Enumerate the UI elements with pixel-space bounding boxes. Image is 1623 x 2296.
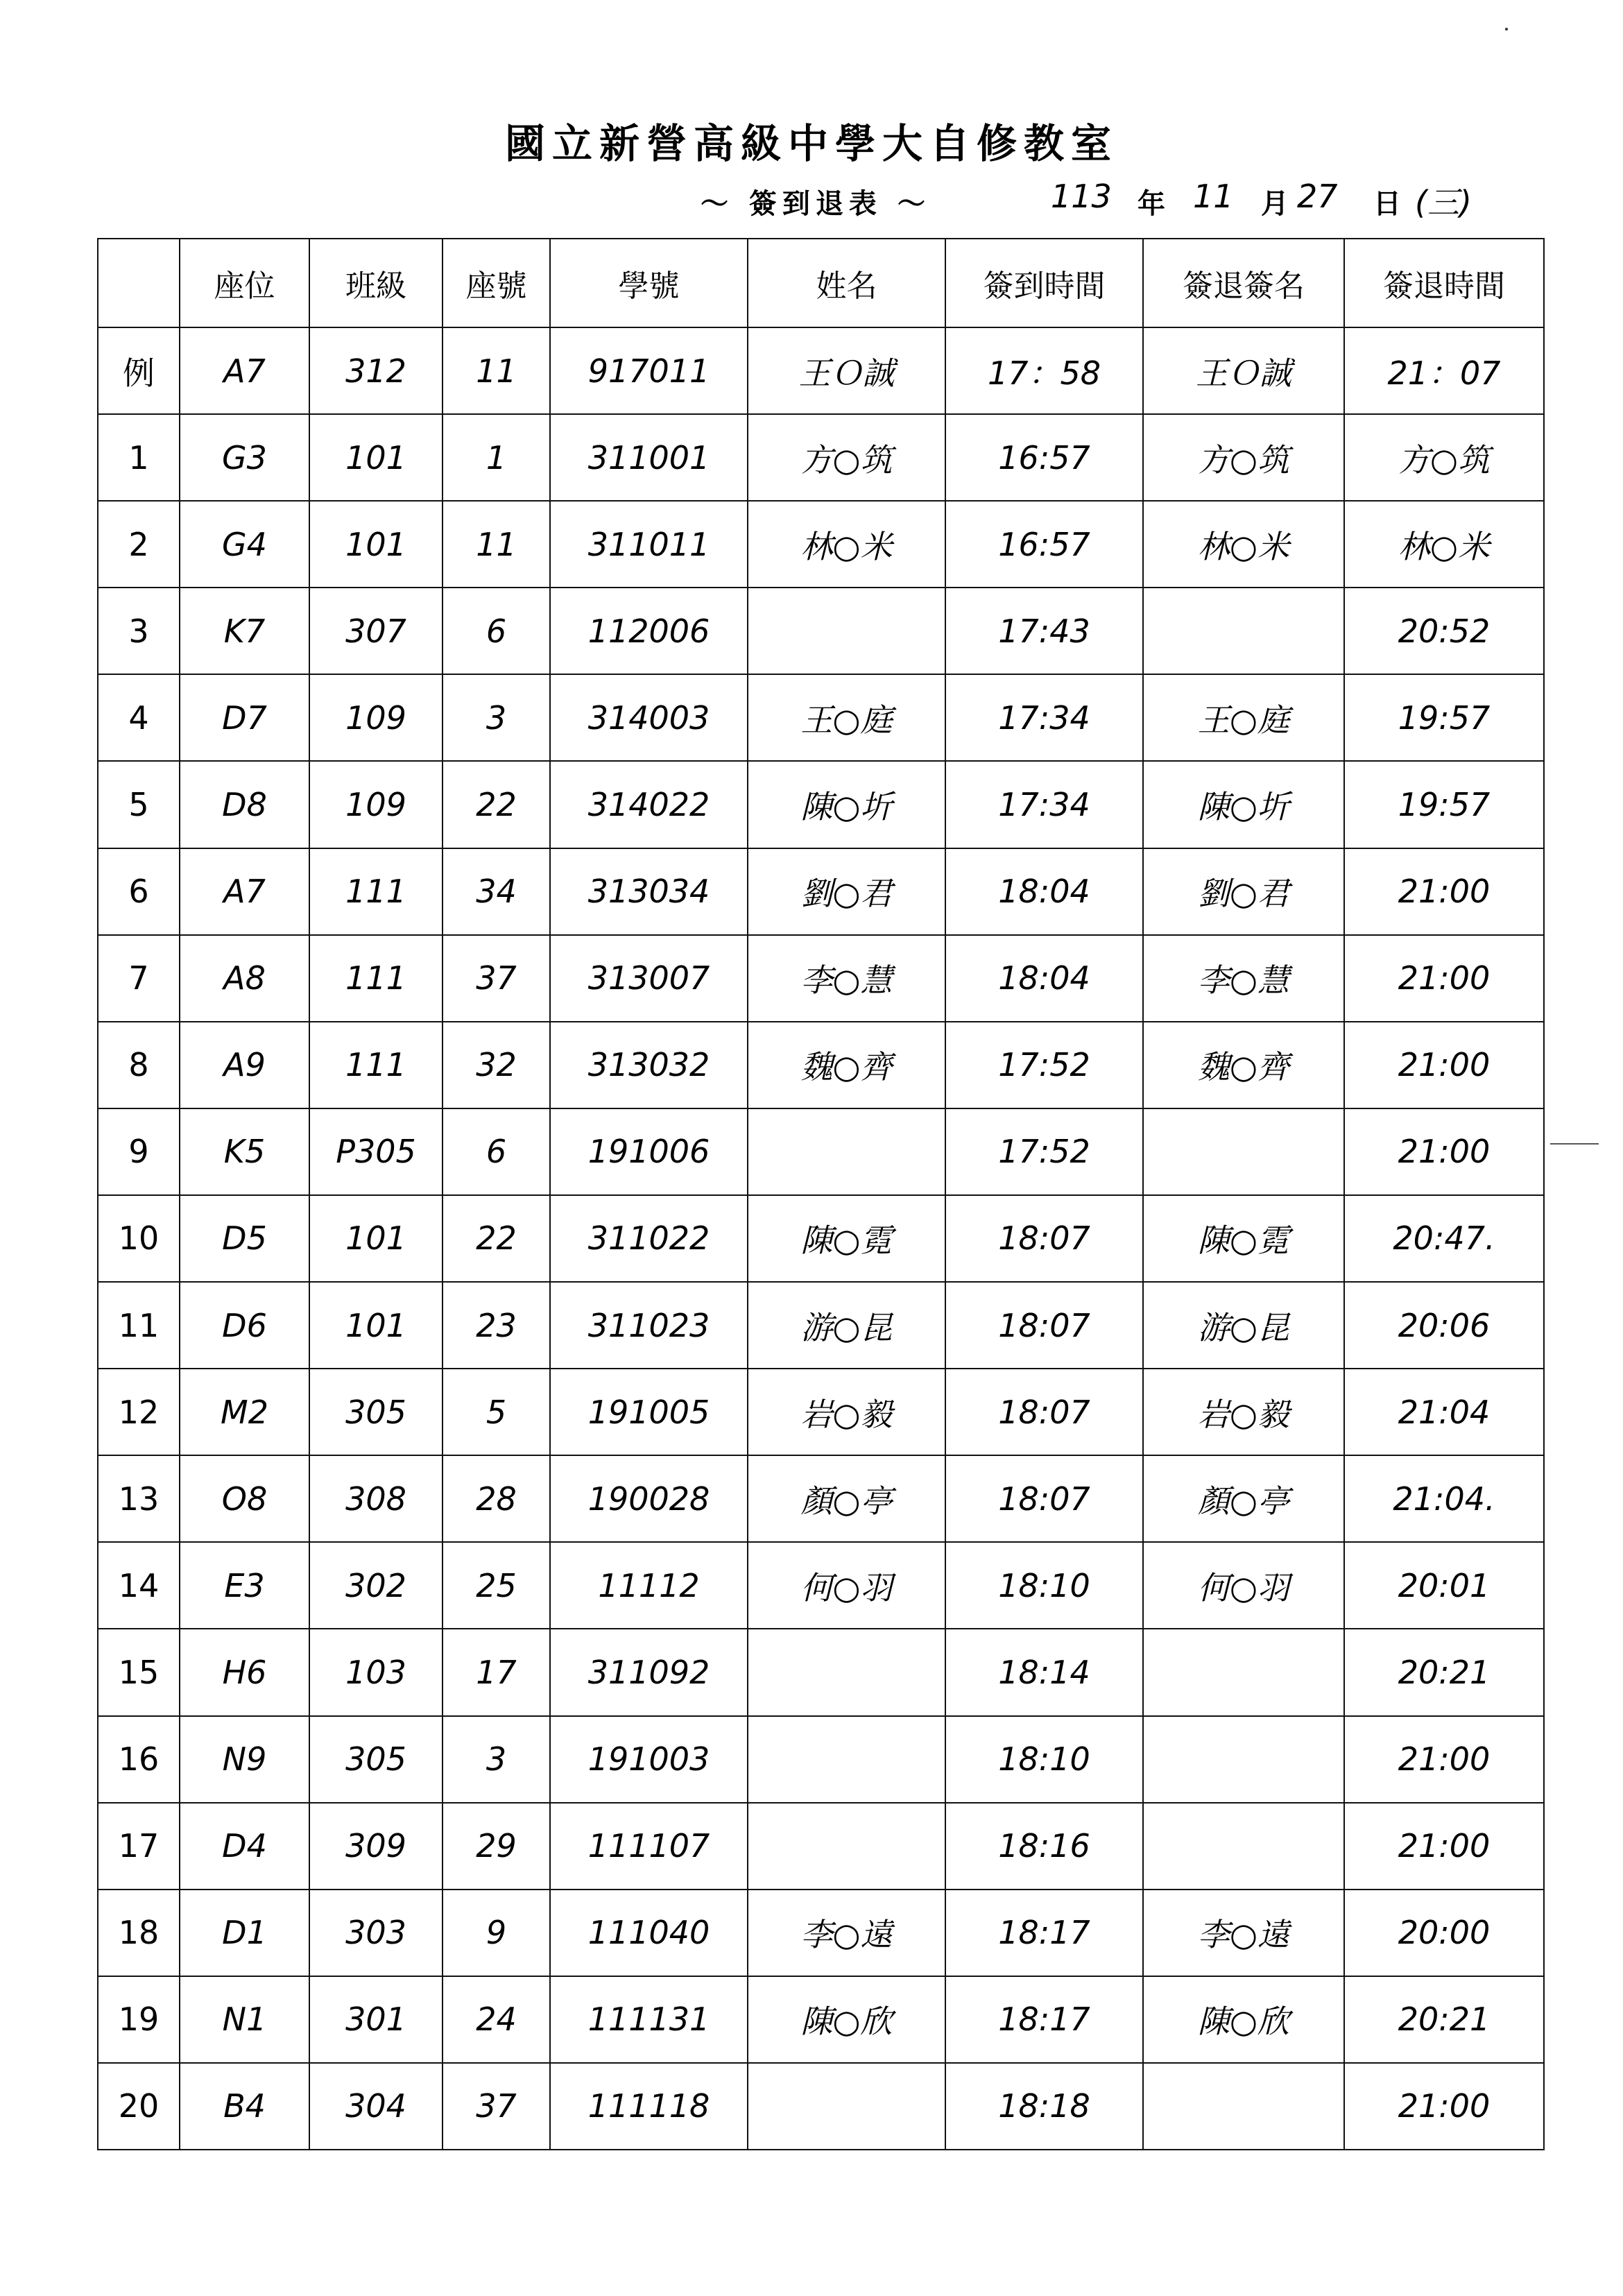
seat-number-cell: 29 xyxy=(443,1803,550,1890)
seat-number-cell: 32 xyxy=(443,1022,550,1108)
sign-in-time-cell: 17:52 xyxy=(945,1022,1143,1108)
name-cell: 李○遠 xyxy=(748,1890,945,1976)
name-cell: 何○羽 xyxy=(748,1542,945,1629)
sign-out-time-cell: 20:01 xyxy=(1344,1542,1544,1629)
sign-out-signature-cell: 陳○欣 xyxy=(1143,1976,1344,2063)
student-id-cell: 111131 xyxy=(550,1976,748,2063)
table-row xyxy=(98,588,1544,674)
class-cell: 302 xyxy=(309,1542,443,1629)
seat-cell: D1 xyxy=(180,1890,309,1976)
table-row xyxy=(98,848,1544,935)
date-weekday: (三) xyxy=(1415,184,1472,221)
table-row xyxy=(98,1976,1544,2063)
sign-out-signature-cell: 陳○圻 xyxy=(1143,761,1344,848)
header-seat-number: 座號 xyxy=(443,239,550,327)
seat-cell: A9 xyxy=(180,1022,309,1108)
row-number-cell: 15 xyxy=(98,1629,180,1715)
name-cell xyxy=(748,1803,945,1890)
example-seat: A7 xyxy=(180,327,309,414)
seat-cell: N9 xyxy=(180,1716,309,1803)
sign-out-signature-cell: 李○遠 xyxy=(1143,1890,1344,1976)
seat-cell: A8 xyxy=(180,935,309,1022)
example-name: 王Ｏ誠 xyxy=(748,327,945,414)
seat-number-cell: 6 xyxy=(443,588,550,674)
seat-number-cell: 9 xyxy=(443,1890,550,1976)
seat-cell: D7 xyxy=(180,674,309,761)
sign-out-signature-cell: 游○昆 xyxy=(1143,1282,1344,1369)
sign-out-signature-cell xyxy=(1143,1716,1344,1803)
date-day: 27 xyxy=(1297,178,1338,215)
table-row xyxy=(98,935,1544,1022)
seat-number-cell: 6 xyxy=(443,1108,550,1195)
seat-number-cell: 17 xyxy=(443,1629,550,1715)
sign-out-signature-cell: 李○慧 xyxy=(1143,935,1344,1022)
example-seat-number: 11 xyxy=(443,327,550,414)
student-id-cell: 311092 xyxy=(550,1629,748,1715)
seat-cell: K5 xyxy=(180,1108,309,1195)
sign-out-time-cell: 20:52 xyxy=(1344,588,1544,674)
sign-out-signature-cell: 岩○毅 xyxy=(1143,1369,1344,1455)
sign-in-time-cell: 18:18 xyxy=(945,2063,1143,2150)
sign-out-signature-cell xyxy=(1143,1108,1344,1195)
table-row xyxy=(98,1369,1544,1455)
header-sign-out-time: 簽退時間 xyxy=(1344,239,1544,327)
class-cell: 103 xyxy=(309,1629,443,1715)
date-month-label: 月 xyxy=(1261,187,1289,220)
seat-cell: B4 xyxy=(180,2063,309,2150)
row-number-cell: 9 xyxy=(98,1108,180,1195)
table-row xyxy=(98,1542,1544,1629)
student-id-cell: 111118 xyxy=(550,2063,748,2150)
row-number-cell: 3 xyxy=(98,588,180,674)
table-row xyxy=(98,1022,1544,1108)
sign-in-time-cell: 16:57 xyxy=(945,501,1143,588)
row-number-cell: 2 xyxy=(98,501,180,588)
sign-in-time-cell: 18:07 xyxy=(945,1455,1143,1542)
seat-number-cell: 22 xyxy=(443,1195,550,1282)
sign-out-time-cell: 21:04 xyxy=(1344,1369,1544,1455)
class-cell: 307 xyxy=(309,588,443,674)
table-row xyxy=(98,414,1544,501)
seat-number-cell: 1 xyxy=(443,414,550,501)
table-row xyxy=(98,1890,1544,1976)
row-number-cell: 6 xyxy=(98,848,180,935)
table-row xyxy=(98,1282,1544,1369)
seat-cell: D8 xyxy=(180,761,309,848)
sign-out-time-cell: 21:00 xyxy=(1344,848,1544,935)
name-cell: 陳○圻 xyxy=(748,761,945,848)
sign-out-time-cell: 21:00 xyxy=(1344,1716,1544,1803)
table-row xyxy=(98,1716,1544,1803)
sign-out-signature-cell xyxy=(1143,1629,1344,1715)
class-cell: 111 xyxy=(309,1022,443,1108)
sign-in-time-cell: 18:17 xyxy=(945,1890,1143,1976)
student-id-cell: 11112 xyxy=(550,1542,748,1629)
seat-cell: K7 xyxy=(180,588,309,674)
table-row xyxy=(98,1455,1544,1542)
student-id-cell: 191005 xyxy=(550,1369,748,1455)
seat-number-cell: 34 xyxy=(443,848,550,935)
sign-out-time-cell: 19:57 xyxy=(1344,761,1544,848)
sign-out-signature-cell xyxy=(1143,1803,1344,1890)
class-cell: 305 xyxy=(309,1716,443,1803)
seat-cell: O8 xyxy=(180,1455,309,1542)
student-id-cell: 190028 xyxy=(550,1455,748,1542)
row-number-cell: 13 xyxy=(98,1455,180,1542)
sign-out-time-cell: 21:04. xyxy=(1344,1455,1544,1542)
seat-number-cell: 3 xyxy=(443,674,550,761)
sign-out-time-cell: 20:00 xyxy=(1344,1890,1544,1976)
seat-cell: D4 xyxy=(180,1803,309,1890)
seat-cell: E3 xyxy=(180,1542,309,1629)
name-cell: 李○慧 xyxy=(748,935,945,1022)
header-name: 姓名 xyxy=(748,239,945,327)
header-student-id: 學號 xyxy=(550,239,748,327)
row-number-cell: 14 xyxy=(98,1542,180,1629)
seat-cell: A7 xyxy=(180,848,309,935)
seat-cell: D6 xyxy=(180,1282,309,1369)
sign-in-time-cell: 18:07 xyxy=(945,1369,1143,1455)
name-cell xyxy=(748,588,945,674)
sign-out-signature-cell: 顏○亭 xyxy=(1143,1455,1344,1542)
sign-out-time-cell: 21:00 xyxy=(1344,1803,1544,1890)
name-cell xyxy=(748,1716,945,1803)
name-cell: 方○筑 xyxy=(748,414,945,501)
sign-out-signature-cell: 陳○霓 xyxy=(1143,1195,1344,1282)
table-row xyxy=(98,1803,1544,1890)
table-row xyxy=(98,1108,1544,1195)
name-cell xyxy=(748,2063,945,2150)
row-number-cell: 7 xyxy=(98,935,180,1022)
seat-number-cell: 37 xyxy=(443,935,550,1022)
student-id-cell: 191003 xyxy=(550,1716,748,1803)
scan-dot xyxy=(1505,28,1508,31)
header-seat: 座位 xyxy=(180,239,309,327)
seat-cell: M2 xyxy=(180,1369,309,1455)
header-sign-in-time: 簽到時間 xyxy=(945,239,1143,327)
row-number-cell: 19 xyxy=(98,1976,180,2063)
example-row xyxy=(98,327,1544,414)
class-cell: 111 xyxy=(309,848,443,935)
sign-out-signature-cell xyxy=(1143,588,1344,674)
header-row xyxy=(98,239,1544,327)
row-number-cell: 1 xyxy=(98,414,180,501)
sign-out-signature-cell: 魏○齊 xyxy=(1143,1022,1344,1108)
date-year: 113 xyxy=(1051,178,1112,215)
seat-cell: H6 xyxy=(180,1629,309,1715)
sign-in-time-cell: 18:04 xyxy=(945,935,1143,1022)
sign-in-time-cell: 18:17 xyxy=(945,1976,1143,2063)
sign-in-time-cell: 18:14 xyxy=(945,1629,1143,1715)
sign-out-signature-cell xyxy=(1143,2063,1344,2150)
sign-in-time-cell: 18:10 xyxy=(945,1542,1143,1629)
table-row xyxy=(98,1195,1544,1282)
class-cell: 101 xyxy=(309,1282,443,1369)
date-year-label: 年 xyxy=(1137,187,1165,220)
sign-out-signature-cell: 王○庭 xyxy=(1143,674,1344,761)
sign-in-table xyxy=(97,238,1545,2150)
sign-out-time-cell: 19:57 xyxy=(1344,674,1544,761)
sign-out-signature-cell: 何○羽 xyxy=(1143,1542,1344,1629)
name-cell: 游○昆 xyxy=(748,1282,945,1369)
class-cell: 309 xyxy=(309,1803,443,1890)
sign-in-time-cell: 16:57 xyxy=(945,414,1143,501)
sign-in-time-cell: 17:34 xyxy=(945,674,1143,761)
sign-in-time-cell: 17:43 xyxy=(945,588,1143,674)
student-id-cell: 314003 xyxy=(550,674,748,761)
seat-number-cell: 25 xyxy=(443,1542,550,1629)
table-row xyxy=(98,1629,1544,1715)
sign-in-time-cell: 18:16 xyxy=(945,1803,1143,1890)
seat-number-cell: 23 xyxy=(443,1282,550,1369)
student-id-cell: 314022 xyxy=(550,761,748,848)
class-cell: 303 xyxy=(309,1890,443,1976)
seat-number-cell: 28 xyxy=(443,1455,550,1542)
student-id-cell: 311023 xyxy=(550,1282,748,1369)
class-cell: 111 xyxy=(309,935,443,1022)
margin-pen-mark xyxy=(1550,1143,1599,1145)
header-class: 班級 xyxy=(309,239,443,327)
student-id-cell: 313034 xyxy=(550,848,748,935)
example-sign-out-signature: 王Ｏ誠 xyxy=(1143,327,1344,414)
row-number-cell: 16 xyxy=(98,1716,180,1803)
class-cell: 101 xyxy=(309,501,443,588)
student-id-cell: 111040 xyxy=(550,1890,748,1976)
name-cell: 顏○亭 xyxy=(748,1455,945,1542)
name-cell xyxy=(748,1629,945,1715)
name-cell: 陳○欣 xyxy=(748,1976,945,2063)
seat-number-cell: 11 xyxy=(443,501,550,588)
row-number-cell: 10 xyxy=(98,1195,180,1282)
seat-number-cell: 24 xyxy=(443,1976,550,2063)
row-number-cell: 4 xyxy=(98,674,180,761)
seat-number-cell: 3 xyxy=(443,1716,550,1803)
date-month: 11 xyxy=(1193,178,1234,215)
student-id-cell: 111107 xyxy=(550,1803,748,1890)
name-cell: 岩○毅 xyxy=(748,1369,945,1455)
student-id-cell: 311011 xyxy=(550,501,748,588)
student-id-cell: 313007 xyxy=(550,935,748,1022)
sign-in-time-cell: 17:34 xyxy=(945,761,1143,848)
example-class: 312 xyxy=(309,327,443,414)
sign-out-time-cell: 21:00 xyxy=(1344,1108,1544,1195)
name-cell: 劉○君 xyxy=(748,848,945,935)
seat-cell: N1 xyxy=(180,1976,309,2063)
example-sign-out-time: 21：07 xyxy=(1344,327,1544,414)
form-subtitle: ～ 簽到退表 ～ xyxy=(701,187,931,220)
date-day-label: 日 xyxy=(1373,187,1401,220)
student-id-cell: 311022 xyxy=(550,1195,748,1282)
name-cell xyxy=(748,1108,945,1195)
row-number-cell: 12 xyxy=(98,1369,180,1455)
sign-out-time-cell: 21:00 xyxy=(1344,935,1544,1022)
sign-in-time-cell: 18:10 xyxy=(945,1716,1143,1803)
table-row xyxy=(98,761,1544,848)
table-row xyxy=(98,501,1544,588)
sign-in-time-cell: 18:07 xyxy=(945,1282,1143,1369)
class-cell: 305 xyxy=(309,1369,443,1455)
class-cell: P305 xyxy=(309,1108,443,1195)
sign-out-time-cell: 20:21 xyxy=(1344,1629,1544,1715)
row-number-cell: 8 xyxy=(98,1022,180,1108)
example-student-id: 917011 xyxy=(550,327,748,414)
example-label: 例 xyxy=(98,327,180,414)
example-sign-in-time: 17：58 xyxy=(945,327,1143,414)
student-id-cell: 191006 xyxy=(550,1108,748,1195)
document-title: 國立新營高級中學大自修教室 xyxy=(504,120,1118,167)
sign-out-time-cell: 21:00 xyxy=(1344,2063,1544,2150)
table-row xyxy=(98,2063,1544,2150)
sign-in-time-cell: 18:07 xyxy=(945,1195,1143,1282)
sign-out-signature-cell: 方○筑 xyxy=(1143,414,1344,501)
class-cell: 101 xyxy=(309,414,443,501)
student-id-cell: 313032 xyxy=(550,1022,748,1108)
table-row xyxy=(98,674,1544,761)
student-id-cell: 112006 xyxy=(550,588,748,674)
row-number-cell: 17 xyxy=(98,1803,180,1890)
sign-out-signature-cell: 林○米 xyxy=(1143,501,1344,588)
class-cell: 304 xyxy=(309,2063,443,2150)
row-number-cell: 18 xyxy=(98,1890,180,1976)
seat-cell: D5 xyxy=(180,1195,309,1282)
row-number-cell: 11 xyxy=(98,1282,180,1369)
student-id-cell: 311001 xyxy=(550,414,748,501)
sign-out-signature-cell: 劉○君 xyxy=(1143,848,1344,935)
seat-number-cell: 22 xyxy=(443,761,550,848)
seat-cell: G3 xyxy=(180,414,309,501)
seat-cell: G4 xyxy=(180,501,309,588)
sign-out-time-cell: 21:00 xyxy=(1344,1022,1544,1108)
sign-out-time-cell: 方○筑 xyxy=(1344,414,1544,501)
seat-number-cell: 5 xyxy=(443,1369,550,1455)
row-number-cell: 5 xyxy=(98,761,180,848)
header-index xyxy=(98,239,180,327)
class-cell: 109 xyxy=(309,674,443,761)
sign-out-time-cell: 林○米 xyxy=(1344,501,1544,588)
sign-out-time-cell: 20:47. xyxy=(1344,1195,1544,1282)
seat-number-cell: 37 xyxy=(443,2063,550,2150)
sign-in-time-cell: 17:52 xyxy=(945,1108,1143,1195)
class-cell: 308 xyxy=(309,1455,443,1542)
sign-in-time-cell: 18:04 xyxy=(945,848,1143,935)
row-number-cell: 20 xyxy=(98,2063,180,2150)
sign-out-time-cell: 20:21 xyxy=(1344,1976,1544,2063)
name-cell: 林○米 xyxy=(748,501,945,588)
date-line xyxy=(0,178,1623,230)
name-cell: 陳○霓 xyxy=(748,1195,945,1282)
name-cell: 魏○齊 xyxy=(748,1022,945,1108)
sign-out-time-cell: 20:06 xyxy=(1344,1282,1544,1369)
name-cell: 王○庭 xyxy=(748,674,945,761)
class-cell: 109 xyxy=(309,761,443,848)
header-sign-out-signature: 簽退簽名 xyxy=(1143,239,1344,327)
class-cell: 101 xyxy=(309,1195,443,1282)
class-cell: 301 xyxy=(309,1976,443,2063)
